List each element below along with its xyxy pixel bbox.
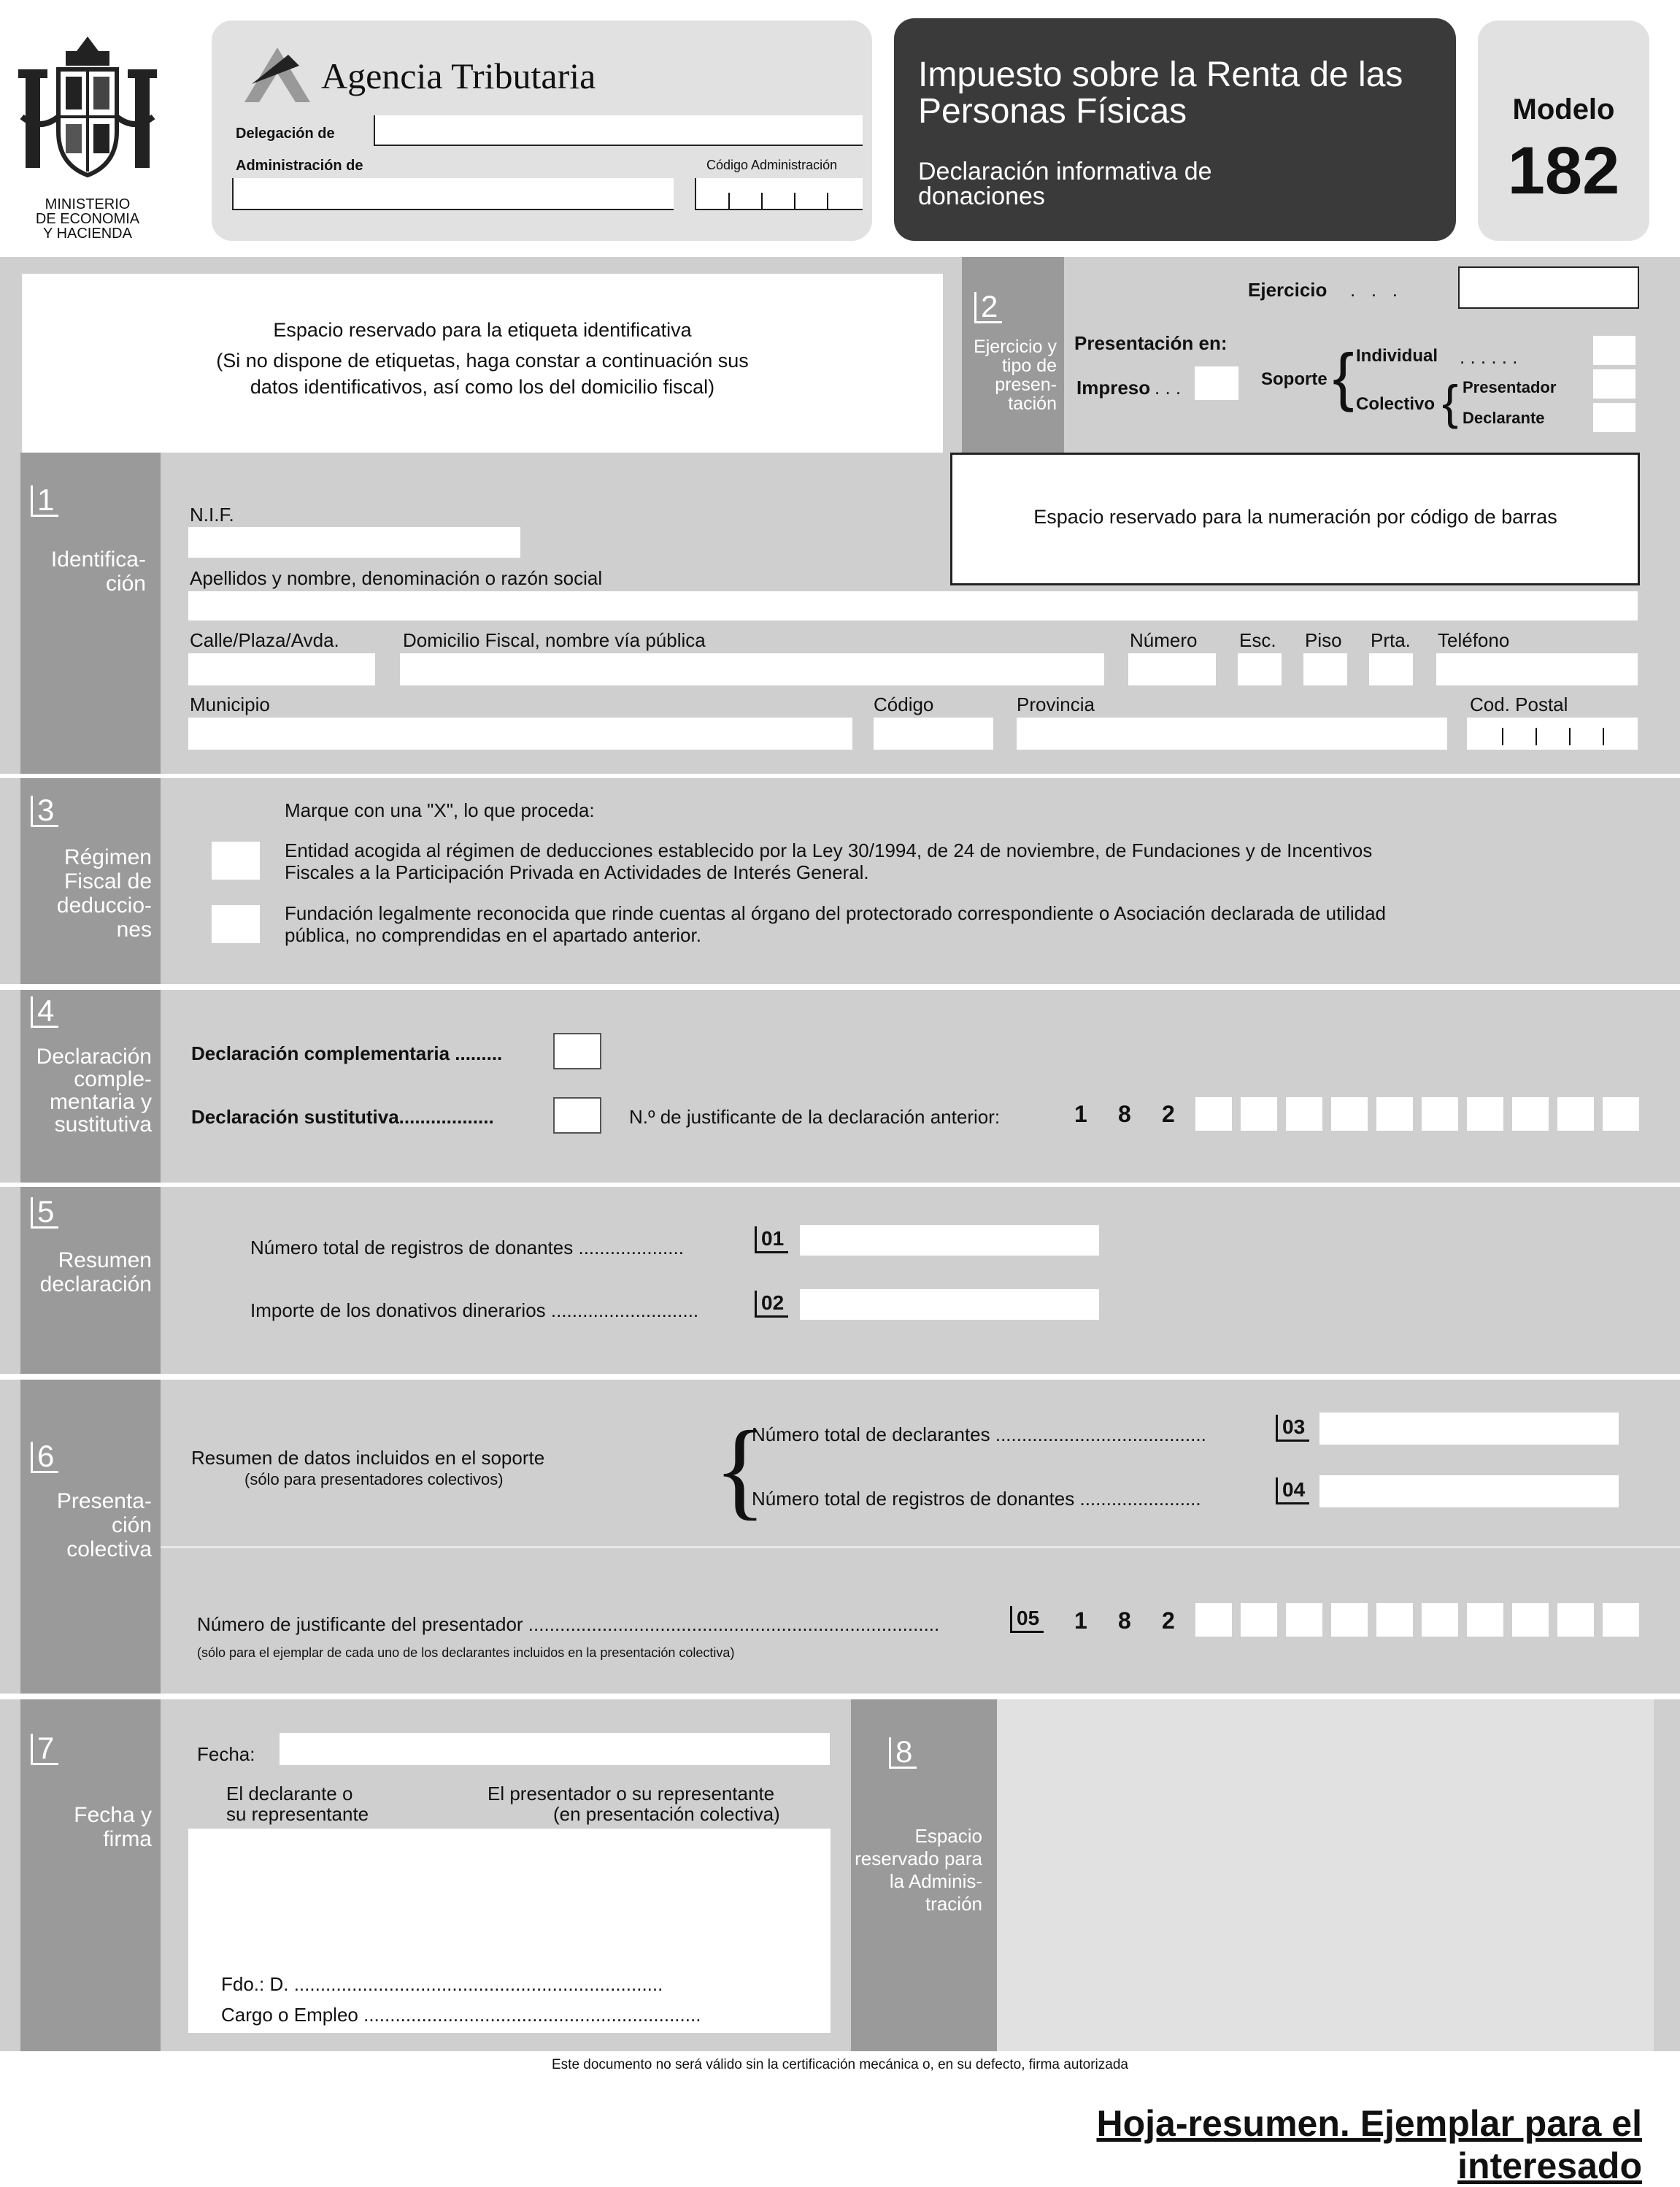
soporte-brace-icon: {: [1333, 340, 1355, 412]
registros-donantes-field[interactable]: [800, 1225, 1099, 1256]
administration-area: [997, 1699, 1654, 2051]
prta-field[interactable]: [1369, 653, 1413, 685]
apellidos-label: Apellidos y nombre, denominación o razón social: [190, 567, 603, 589]
calle-field[interactable]: [188, 653, 375, 685]
hoja-resumen-title: Hoja-resumen. Ejemplar para el interesado: [1096, 2103, 1642, 2186]
cod-postal-field[interactable]: [1467, 718, 1638, 750]
code-03: 03: [1276, 1415, 1309, 1442]
nif-label: N.I.F.: [190, 504, 234, 526]
coat-of-arms-icon: [15, 29, 161, 197]
colectivo-brace-icon: {: [1442, 375, 1459, 429]
label-area-line1: Espacio reservado para la etiqueta identificativa: [273, 319, 692, 341]
administracion-label: Administración de: [236, 158, 363, 174]
section7-title: Fecha y firma: [74, 1803, 152, 1851]
section6-divider: [161, 1546, 1680, 1548]
provincia-label: Provincia: [1017, 693, 1095, 715]
justificante-digit-3: 2: [1162, 1101, 1175, 1127]
label-area-line3: datos identificativos, así como los del domicilio fiscal): [250, 376, 715, 398]
presentador-signer-line1: El presentador o su representante: [488, 1783, 775, 1804]
justificante-presentador-label: Número de justificante del presentador ..............................................................................: [197, 1613, 940, 1635]
section3-title: Régimen Fiscal de deduccio- nes: [56, 845, 152, 942]
section3-number: 3: [31, 796, 58, 827]
domicilio-label: Domicilio Fiscal, nombre vía pública: [403, 629, 706, 651]
section4-number: 4: [31, 996, 58, 1028]
section2-number: 2: [974, 292, 1002, 323]
presentador-label: Presentador: [1463, 378, 1557, 396]
total-declarantes-label: Número total de declarantes ........................................: [752, 1423, 1206, 1445]
resumen-soporte-label: Resumen de datos incluidos en el soporte: [191, 1447, 545, 1469]
section1-number: 1: [31, 485, 58, 517]
delegacion-field[interactable]: [374, 115, 863, 146]
fecha-label: Fecha:: [197, 1743, 255, 1765]
code-02: 02: [755, 1291, 788, 1318]
presentador-digit-3: 2: [1162, 1607, 1175, 1634]
resumen-soporte-note: (sólo para presentadores colectivos): [244, 1470, 504, 1488]
option2-text-line1: Fundación legalmente reconocida que rinde cuentas al órgano del protectorado correspondiente o Asociación declarada de utilidad: [285, 902, 1387, 924]
code-04: 04: [1276, 1477, 1309, 1504]
section8-title: Espacio reservado para la Adminis- tración: [855, 1825, 982, 1915]
presentador-signer-line2: (en presentación colectiva): [553, 1803, 780, 1825]
presentador-digit-1: 1: [1074, 1607, 1087, 1634]
option2-checkbox[interactable]: [212, 905, 260, 943]
section8-number: 8: [889, 1737, 917, 1769]
section6-title: Presenta- ción colectiva: [56, 1489, 152, 1561]
individual-checkbox[interactable]: [1593, 336, 1635, 365]
modelo-number: 182: [1507, 134, 1620, 208]
registros-donantes-label: Número total de registros de donantes ....................: [250, 1237, 684, 1258]
signature-area[interactable]: [188, 1829, 831, 2033]
apellidos-field[interactable]: [188, 591, 1638, 620]
codigo-admin-label: Código Administración: [706, 158, 838, 172]
declarante-checkbox[interactable]: [1593, 403, 1635, 432]
individual-label: Individual: [1356, 346, 1438, 366]
colectivo-label: Colectivo: [1356, 394, 1436, 414]
total-registros-label: Número total de registros de donantes .......................: [752, 1488, 1201, 1510]
individual-dots: . . . . . .: [1460, 346, 1518, 368]
label-area-line2: (Si no dispone de etiquetas, haga constar a continuación sus: [216, 350, 749, 372]
telefono-label: Teléfono: [1438, 629, 1510, 651]
ejercicio-dots: . . .: [1350, 279, 1398, 301]
prta-label: Prta.: [1371, 629, 1411, 651]
section4-band: [0, 990, 1680, 1183]
declarante-label: Declarante: [1463, 409, 1545, 427]
importe-donativos-label: Importe de los donativos dinerarios ............................: [250, 1299, 699, 1321]
ejercicio-field[interactable]: [1458, 266, 1639, 309]
code-05: 05: [1010, 1606, 1044, 1633]
option1-checkbox[interactable]: [212, 842, 260, 880]
option2-text-line2: pública, no comprendidas en el apartado anterior.: [285, 924, 701, 946]
ministry-name: MINISTERIO DE ECONOMIA Y HACIENDA: [35, 196, 140, 242]
option1-text-line2: Fiscales a la Participación Privada en Actividades de Interés General.: [285, 861, 869, 883]
justificante-anterior-label: N.º de justificante de la declaración anterior:: [629, 1106, 1001, 1128]
codigo-label: Código: [874, 693, 934, 715]
delegacion-label: Delegación de: [236, 126, 335, 142]
resumen-brace-icon: {: [714, 1409, 766, 1530]
declarante-signer-line1: El declarante o: [226, 1783, 353, 1804]
esc-field[interactable]: [1238, 653, 1282, 685]
section5-number: 5: [31, 1197, 58, 1229]
complementaria-label: Declaración complementaria .........: [191, 1042, 503, 1064]
section7-number: 7: [31, 1734, 58, 1765]
section5-band: [0, 1187, 1680, 1374]
provincia-field[interactable]: [1017, 718, 1447, 750]
presentacion-label: Presentación en:: [1074, 332, 1228, 354]
impreso-label: Impreso: [1076, 377, 1151, 399]
ejercicio-label: Ejercicio: [1248, 279, 1328, 301]
piso-field[interactable]: [1303, 653, 1347, 685]
justificante-presentador-cells[interactable]: [1190, 1603, 1642, 1640]
label-area[interactable]: [22, 274, 943, 460]
impreso-checkbox[interactable]: [1195, 366, 1238, 400]
section3-instruction: Marque con una "X", lo que proceda:: [285, 799, 595, 821]
modelo-label: Modelo: [1512, 93, 1615, 126]
impreso-dots: . . .: [1155, 377, 1182, 399]
numero-label: Número: [1130, 629, 1198, 651]
codigo-admin-field[interactable]: [695, 178, 863, 210]
piso-label: Piso: [1305, 629, 1342, 651]
agency-logo-icon: [237, 40, 317, 106]
validity-note: Este documento no será válido sin la certificación mecánica o, en su defecto, firma autorizada: [552, 2057, 1128, 2072]
municipio-label: Municipio: [190, 693, 270, 715]
numero-field[interactable]: [1128, 653, 1216, 685]
complementaria-checkbox[interactable]: [553, 1033, 601, 1069]
form-subtitle: Declaración informativa de donaciones: [918, 158, 1212, 210]
section4-title: Declaración comple- mentaria y sustitutiva: [36, 1045, 152, 1137]
total-declarantes-field[interactable]: [1319, 1412, 1619, 1445]
importe-donativos-field[interactable]: [800, 1289, 1099, 1320]
fecha-field[interactable]: [280, 1733, 830, 1765]
nif-field[interactable]: [188, 527, 520, 558]
codigo-field[interactable]: [874, 718, 993, 750]
justificante-anterior-cells[interactable]: [1190, 1097, 1642, 1134]
justificante-digit-2: 8: [1118, 1101, 1131, 1127]
fdo-line: Fdo.: D. ......................................................................: [221, 1973, 663, 1995]
barcode-area: [950, 453, 1640, 585]
soporte-label: Soporte: [1261, 369, 1328, 389]
barcode-area-text: Espacio reservado para la numeración por código de barras: [1033, 506, 1557, 528]
cargo-line: Cargo o Empleo ................................................................: [221, 2004, 701, 2026]
justificante-digit-1: 1: [1074, 1101, 1087, 1127]
agency-name: Agencia Tributaria: [321, 55, 596, 96]
tax-title: Impuesto sobre la Renta de las Personas Físicas: [918, 55, 1403, 131]
esc-label: Esc.: [1239, 629, 1276, 651]
municipio-field[interactable]: [188, 718, 852, 750]
cod-postal-label: Cod. Postal: [1470, 693, 1568, 715]
section6-number: 6: [31, 1442, 58, 1473]
presentador-digit-2: 8: [1118, 1607, 1131, 1634]
section5-title: Resumen declaración: [39, 1248, 152, 1296]
domicilio-field[interactable]: [400, 653, 1104, 685]
code-01: 01: [755, 1226, 788, 1253]
section1-title: Identifica- ción: [50, 547, 146, 596]
sustitutiva-checkbox[interactable]: [553, 1097, 601, 1134]
justificante-presentador-note: (sólo para el ejemplar de cada uno de los declarantes incluidos en la presentación colectiva): [197, 1645, 735, 1660]
sustitutiva-label: Declaración sustitutiva..................: [191, 1106, 494, 1128]
section2-title: Ejercicio y tipo de presen- tación: [974, 337, 1057, 414]
option1-text-line1: Entidad acogida al régimen de deducciones establecido por la Ley 30/1994, de 24 de noviembre, de Fundaciones y de Incentivos: [285, 839, 1373, 861]
declarante-signer-line2: su representante: [226, 1803, 369, 1825]
total-registros-field[interactable]: [1319, 1475, 1619, 1507]
presentador-checkbox[interactable]: [1593, 369, 1635, 399]
administracion-field[interactable]: [232, 178, 674, 210]
calle-label: Calle/Plaza/Avda.: [190, 629, 339, 651]
telefono-field[interactable]: [1436, 653, 1638, 685]
